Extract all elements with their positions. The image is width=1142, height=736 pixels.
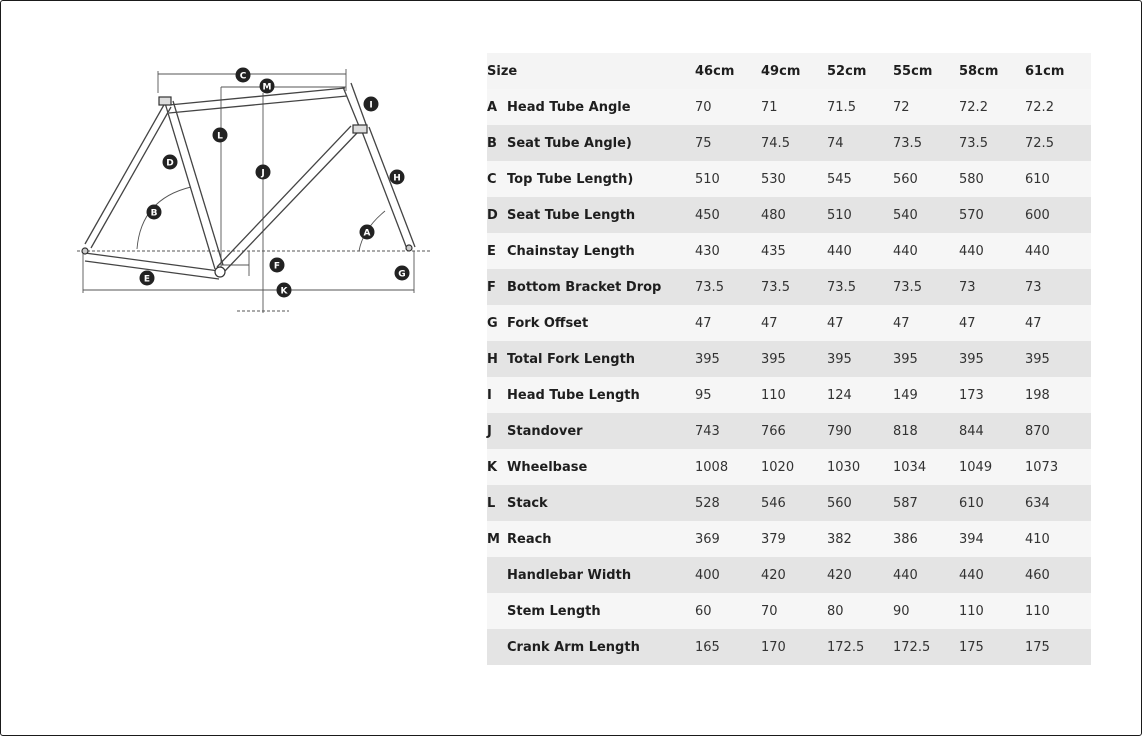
table-cell: 47 (695, 315, 712, 331)
table-cell: 382 (827, 531, 852, 547)
svg-text:L: L (217, 131, 223, 142)
table-cell: 72.2 (1025, 99, 1054, 115)
table-row (487, 485, 1091, 521)
table-cell: 175 (959, 639, 984, 655)
table-row (487, 557, 1091, 593)
table-cell: 170 (761, 639, 786, 655)
table-cell: 71 (761, 99, 778, 115)
table-cell: 90 (893, 603, 910, 619)
table-cell: 110 (761, 387, 786, 403)
marker-f (270, 258, 285, 273)
table-cell: 540 (893, 207, 918, 223)
table-cell: 790 (827, 423, 852, 439)
table-cell: 545 (827, 171, 852, 187)
table-cell: 73.5 (893, 135, 922, 151)
table-cell: 395 (959, 351, 984, 367)
row-letter (487, 593, 507, 629)
svg-text:C: C (239, 71, 247, 82)
table-cell: 634 (1025, 495, 1050, 511)
table-cell: 580 (959, 171, 984, 187)
table-cell: 47 (959, 315, 976, 331)
size-column-header: 46cm (695, 63, 735, 79)
svg-text:D: D (166, 158, 174, 169)
row-letter (487, 629, 507, 665)
table-cell: 47 (827, 315, 844, 331)
table-cell: 73 (959, 279, 976, 295)
table-cell: 47 (893, 315, 910, 331)
row-label: Head Tube Length (507, 387, 640, 403)
row-label: Seat Tube Angle) (507, 135, 632, 151)
row-label: Crank Arm Length (507, 639, 640, 655)
table-cell: 70 (695, 99, 712, 115)
row-letter: B (487, 135, 497, 151)
row-label: Head Tube Angle (507, 99, 631, 115)
table-cell: 1073 (1025, 459, 1059, 475)
table-cell: 47 (1025, 315, 1042, 331)
table-row (487, 89, 1091, 125)
table-cell: 560 (827, 495, 852, 511)
table-row (487, 161, 1091, 197)
table-cell: 440 (827, 243, 852, 259)
table-cell: 175 (1025, 639, 1050, 655)
marker-l (213, 128, 228, 143)
frame-geometry-diagram (71, 61, 451, 321)
size-column-header: 61cm (1025, 63, 1065, 79)
row-letter: C (487, 171, 497, 187)
table-cell: 480 (761, 207, 786, 223)
table-cell: 73.5 (827, 279, 856, 295)
table-row (487, 125, 1091, 161)
table-cell: 1049 (959, 459, 993, 475)
table-cell: 72 (893, 99, 910, 115)
table-cell: 71.5 (827, 99, 856, 115)
table-cell: 1034 (893, 459, 927, 475)
table-row (487, 593, 1091, 629)
table-cell: 80 (827, 603, 844, 619)
row-label: Stack (507, 495, 548, 511)
table-cell: 379 (761, 531, 786, 547)
marker-i (364, 97, 379, 112)
table-cell: 395 (761, 351, 786, 367)
svg-text:J: J (261, 168, 265, 179)
table-cell: 73.5 (959, 135, 988, 151)
table-cell: 570 (959, 207, 984, 223)
table-cell: 560 (893, 171, 918, 187)
table-cell: 1030 (827, 459, 861, 475)
svg-text:M: M (262, 82, 272, 93)
table-row (487, 521, 1091, 557)
svg-text:K: K (280, 286, 288, 297)
row-letter: E (487, 243, 496, 259)
table-cell: 870 (1025, 423, 1050, 439)
table-cell: 70 (761, 603, 778, 619)
table-cell: 410 (1025, 531, 1050, 547)
table-cell: 74 (827, 135, 844, 151)
row-label: Stem Length (507, 603, 601, 619)
marker-g (395, 266, 410, 281)
svg-text:B: B (150, 208, 158, 219)
row-letter: L (487, 495, 496, 511)
row-label: Reach (507, 531, 552, 547)
table-cell: 369 (695, 531, 720, 547)
table-header-row (487, 53, 1091, 89)
geometry-table (487, 53, 1091, 665)
table-cell: 440 (959, 567, 984, 583)
table-cell: 440 (893, 243, 918, 259)
table-cell: 72.5 (1025, 135, 1054, 151)
table-cell: 743 (695, 423, 720, 439)
row-letter: J (487, 423, 492, 439)
size-column-header: 49cm (761, 63, 801, 79)
bike-frame-illustration (71, 61, 451, 321)
table-cell: 395 (695, 351, 720, 367)
table-cell: 198 (1025, 387, 1050, 403)
row-letter (487, 557, 507, 593)
table-cell: 73.5 (761, 279, 790, 295)
table-cell: 528 (695, 495, 720, 511)
table-cell: 395 (893, 351, 918, 367)
size-column-header: 55cm (893, 63, 933, 79)
table-row (487, 305, 1091, 341)
table-cell: 818 (893, 423, 918, 439)
size-column-header: 58cm (959, 63, 999, 79)
row-label: Total Fork Length (507, 351, 636, 367)
row-letter: D (487, 207, 498, 223)
table-row (487, 413, 1091, 449)
table-cell: 74.5 (761, 135, 790, 151)
row-label: Fork Offset (507, 315, 589, 331)
table-cell: 173 (959, 387, 984, 403)
svg-text:A: A (363, 228, 371, 239)
table-cell: 450 (695, 207, 720, 223)
row-letter: A (487, 99, 498, 115)
row-letter: H (487, 351, 498, 367)
geometry-table-body (487, 89, 1091, 665)
table-cell: 844 (959, 423, 984, 439)
table-cell: 530 (761, 171, 786, 187)
size-header: Size (487, 63, 518, 79)
table-row (487, 269, 1091, 305)
table-cell: 400 (695, 567, 720, 583)
table-row (487, 197, 1091, 233)
table-cell: 165 (695, 639, 720, 655)
table-row (487, 341, 1091, 377)
table-cell: 510 (827, 207, 852, 223)
table-cell: 386 (893, 531, 918, 547)
table-cell: 1020 (761, 459, 795, 475)
svg-text:H: H (393, 173, 401, 184)
table-cell: 600 (1025, 207, 1050, 223)
row-letter: G (487, 315, 498, 331)
table-cell: 73.5 (893, 279, 922, 295)
table-cell: 72.2 (959, 99, 988, 115)
row-label: Chainstay Length (507, 243, 635, 259)
table-row (487, 449, 1091, 485)
table-cell: 440 (959, 243, 984, 259)
marker-k (277, 283, 292, 298)
table-cell: 73 (1025, 279, 1042, 295)
table-row (487, 233, 1091, 269)
table-cell: 60 (695, 603, 712, 619)
table-row (487, 377, 1091, 413)
table-cell: 430 (695, 243, 720, 259)
table-cell: 95 (695, 387, 712, 403)
row-label: Seat Tube Length (507, 207, 636, 223)
table-cell: 73.5 (695, 279, 724, 295)
table-cell: 460 (1025, 567, 1050, 583)
table-cell: 610 (959, 495, 984, 511)
table-row (487, 629, 1091, 665)
row-label: Wheelbase (507, 459, 588, 475)
table-cell: 610 (1025, 171, 1050, 187)
table-cell: 766 (761, 423, 786, 439)
table-cell: 149 (893, 387, 918, 403)
table-cell: 435 (761, 243, 786, 259)
table-cell: 110 (959, 603, 984, 619)
table-cell: 110 (1025, 603, 1050, 619)
table-cell: 394 (959, 531, 984, 547)
table-cell: 440 (893, 567, 918, 583)
row-label: Top Tube Length) (507, 171, 634, 187)
marker-c (236, 68, 251, 83)
marker-h (390, 170, 405, 185)
svg-text:G: G (398, 269, 406, 280)
size-column-header: 52cm (827, 63, 867, 79)
table-cell: 420 (761, 567, 786, 583)
svg-text:I: I (369, 100, 373, 111)
marker-j (256, 165, 271, 180)
table-cell: 124 (827, 387, 852, 403)
row-letter: I (487, 387, 492, 403)
table-cell: 440 (1025, 243, 1050, 259)
row-label: Standover (507, 423, 583, 439)
row-label: Bottom Bracket Drop (507, 279, 662, 295)
table-cell: 510 (695, 171, 720, 187)
table-cell: 75 (695, 135, 712, 151)
marker-b (147, 205, 162, 220)
marker-m (260, 79, 275, 94)
marker-e (140, 271, 155, 286)
table-cell: 1008 (695, 459, 729, 475)
row-label: Handlebar Width (507, 567, 632, 583)
table-cell: 587 (893, 495, 918, 511)
svg-text:E: E (143, 274, 151, 285)
table-cell: 420 (827, 567, 852, 583)
table-cell: 546 (761, 495, 786, 511)
table-cell: 172.5 (893, 639, 931, 655)
row-letter: F (487, 279, 496, 295)
row-letter: K (487, 459, 498, 475)
svg-text:F: F (273, 261, 281, 272)
marker-a (360, 225, 375, 240)
table-cell: 172.5 (827, 639, 865, 655)
table-cell: 395 (1025, 351, 1050, 367)
table-cell: 47 (761, 315, 778, 331)
row-letter: M (487, 531, 500, 547)
table-cell: 395 (827, 351, 852, 367)
marker-d (163, 155, 178, 170)
